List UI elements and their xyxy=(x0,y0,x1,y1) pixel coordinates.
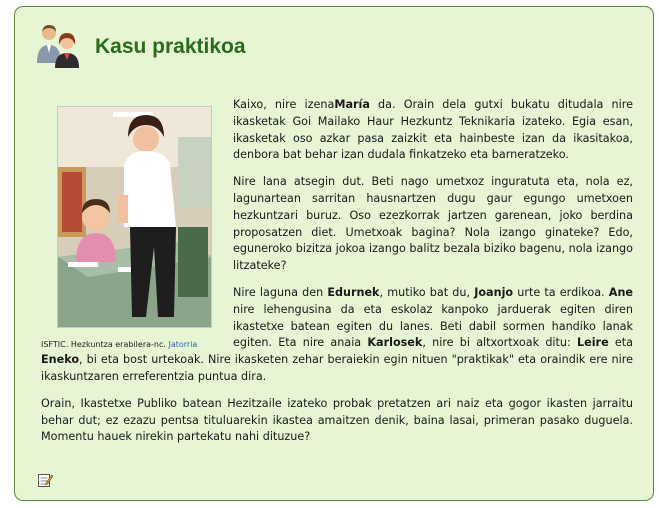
paragraph-2: Nire lana atsegin dut. Beti nago umetxoz inguratuta eta, nola ez, lagunartean sarritan hausnartzen dugu gaur egungo umetxoen hezkuntzari buruz. Oso ezezkorrak jartzen garenean, joko berdina proposatzen diet. Umetxoak bagina? Nola izango ginateke? Edo, eguneroko bizitza jokoa izango balitz bezala biziko bagenu, nola izango litzateke? xyxy=(233,175,633,273)
caption-text: ISFTIC. Hezkuntza erabilera-nc. xyxy=(41,340,166,349)
name-eneko: Eneko xyxy=(41,353,80,367)
text-run: eta xyxy=(608,336,633,350)
text-run: Kaixo, nire izena xyxy=(233,98,335,111)
text-run: Nire laguna den xyxy=(233,285,328,299)
source-link[interactable]: Jatorria xyxy=(168,340,198,349)
text-run: , bi eta bost urtekoak. Nire ikasketen zehar beraiekin egin nituen "praktikak" eta oraindik ere nire ikaskuntzaren erreferentzia puntua dira. xyxy=(41,353,633,383)
paragraph-4: Orain, Ikastetxe Publiko batean Hezitzaile izateko probak pretatzen ari naiz eta gogor ikasten jarraitu behar dut; ez ezazu pentsa tituluarekin ikastea amaitzen denik, baina lasai, primeran pasako duguela. Momentu hauek nirekin partekatu nahi dituzue? xyxy=(41,396,633,444)
name-joanjo: Joanjo xyxy=(474,285,514,299)
text-run: nire lehengusina da eta eskolaz kanpoko jarduerak egiten diren ikastetxe batean egiten du lanes. Beti dabil sormen handiko lanak egiten. Eta nire anaia xyxy=(233,302,633,350)
article-text xyxy=(41,97,633,456)
edit-note-icon[interactable] xyxy=(37,472,53,488)
text-run: , mutiko bat du, xyxy=(379,285,475,299)
name-ane: Ane xyxy=(608,285,633,299)
name-edurnek: Edurnek xyxy=(327,285,380,299)
image-spacer xyxy=(41,97,233,345)
name-leire: Leire xyxy=(577,336,609,350)
page-title: Kasu praktikoa xyxy=(95,35,246,58)
name-karlosek: Karlosek xyxy=(367,336,423,350)
text-run: da. Orain dela gutxi bukatu ditudala nire ikasketak Goi Mailako Haur Hezkuntz Teknikaria izateko. Egia esan, ikasketak oso azkar pasa zaizkit eta hainbeste izan da ikasitakoa, denbora bat behar izan dudala finkatzeko eta barneratzeko. xyxy=(233,98,633,162)
text-run: , nire bi altxortxoak ditu: xyxy=(422,336,577,350)
case-panel xyxy=(14,6,654,501)
text-run: urte ta erdikoa. xyxy=(513,285,609,299)
people-icon xyxy=(35,23,85,69)
name-maria: María xyxy=(334,98,370,111)
